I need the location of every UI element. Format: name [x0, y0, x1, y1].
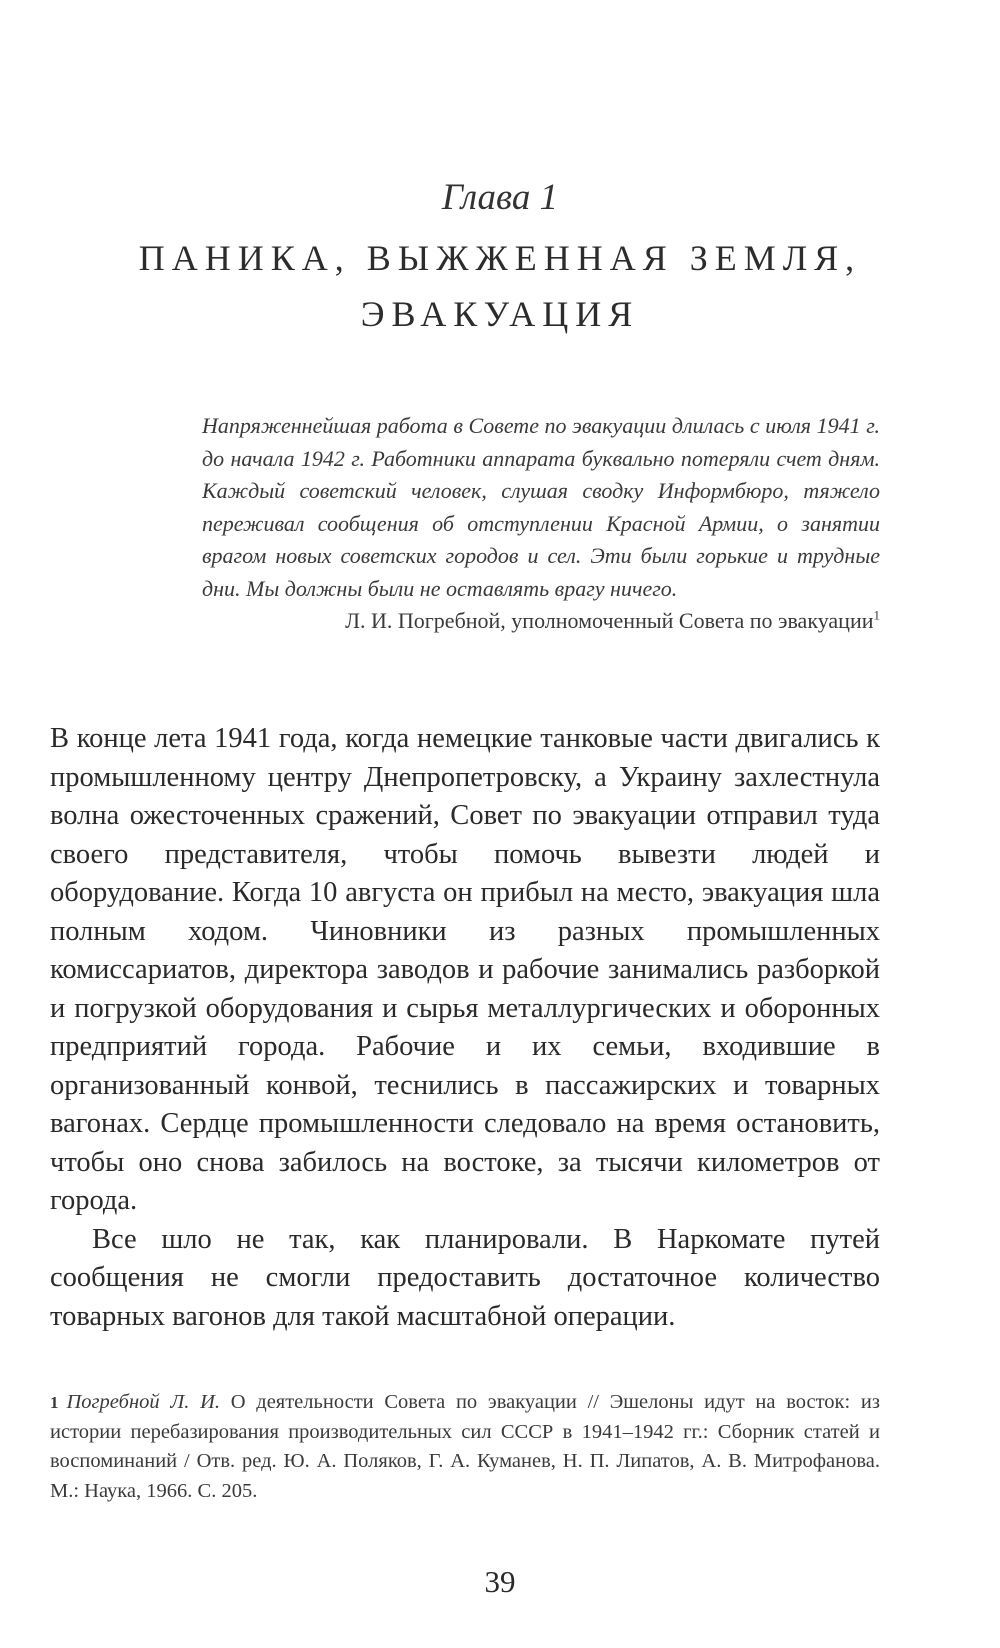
- footnote-number: 1: [50, 1393, 59, 1412]
- epigraph-source: [202, 605, 880, 637]
- epigraph: [202, 410, 880, 637]
- paragraph: В конце лета 1941 года, когда немецкие танковые части двигались к промышленному центру Днепропетровску, а Украину захлестнула волна ожесточенных сражений, Совет по эвакуации отправил туда своего представителя, чтобы помочь вывезти людей и оборудование. Когда 10 августа он прибыл на место, эвакуация шла полным ходом. Чиновники из разных промышленных комиссариатов, директора заводов и рабочие занимались разборкой и погрузкой оборудования и сырья металлургических и оборонных предприятий города. Рабочие и их семьи, входившие в организованный конвой, теснились в пассажирских и товарных вагонах. Сердце промышленности следовало на время остановить, чтобы оно снова забилось на востоке, за тысячи километров от города.: [50, 723, 880, 1216]
- chapter-label: Глава 1: [441, 177, 559, 218]
- footnote: [50, 1388, 880, 1506]
- body-text: [50, 720, 880, 1336]
- page-number: 39: [484, 1564, 516, 1599]
- footnote-reference: 1: [873, 607, 880, 623]
- footnote-text: О деятельности Совета по эвакуации // Эшелоны идут на восток: из истории перебазирования производительных сил СССР в 1941–1942 гг.: Сборник статей и воспоминаний / Отв. ред. Ю. А. Поляков, Г. А. Куманев, Н. П. Липатов, А. В. Митрофанова. М.: Наука, 1966. С. 205.: [50, 1391, 880, 1502]
- paragraph: Все шло не так, как планировали. В Наркомате путей сообщения не смогли предоставить достаточное количество товарных вагонов для такой масштабной операции.: [50, 1223, 880, 1332]
- chapter-title: [80, 230, 920, 342]
- epigraph-text: Напряженнейшая работа в Совете по эвакуации длилась с июля 1941 г. до начала 1942 г. Работники аппарата буквально потеряли счет дням. Каждый советский человек, слушая сводку Информбюро, тяжело переживал сообщения об отступлении Красной Армии, о занятии врагом новых советских городов и сел. Эти были горькие и трудные дни. Мы должны были не оставлять врагу ничего.: [202, 413, 880, 601]
- epigraph-source-text: Л. И. Погребной, уполномоченный Совета по эвакуации: [345, 608, 874, 633]
- footnote-author: Погребной Л. И.: [66, 1391, 220, 1413]
- chapter-title-line-1: ПАНИКА, ВЫЖЖЕННАЯ ЗЕМЛЯ,: [138, 238, 862, 278]
- chapter-title-line-2: ЭВАКУАЦИЯ: [360, 294, 640, 334]
